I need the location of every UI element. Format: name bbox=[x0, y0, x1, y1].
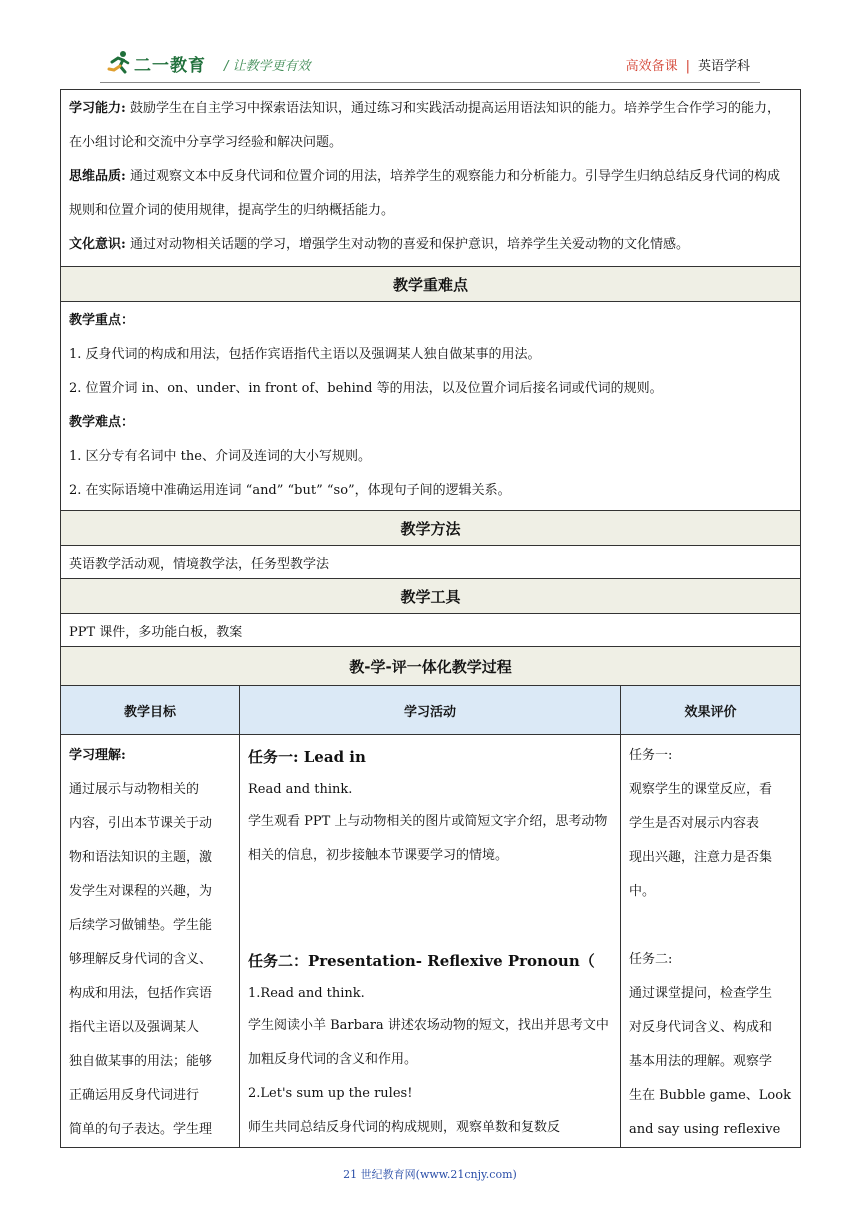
lesson-plan-table bbox=[60, 89, 801, 1148]
logo-text: 二一教育 bbox=[134, 55, 206, 76]
tools-text: PPT 课件，多功能白板，教案 bbox=[61, 614, 801, 647]
header-divider bbox=[100, 82, 760, 83]
goal-line: 简单的句子表达。学生理 bbox=[69, 1122, 213, 1137]
difficulty-item: 1. 区分专有名词中 the、介词及连词的大小写规则。 bbox=[69, 449, 371, 464]
task1-text: 学生观看 PPT 上与动物相关的图片或简短文字介绍，思考动物相关的信息，初步接触本节课要学习的情境。 bbox=[248, 814, 608, 863]
difficulty-label: 教学难点： bbox=[69, 415, 135, 430]
task2-subtitle-2: 2.Let's sum up the rules! bbox=[248, 1086, 413, 1101]
methods-text: 英语教学活动观，情境教学法，任务型教学法 bbox=[61, 546, 801, 579]
focus-label: 教学重点： bbox=[69, 313, 135, 328]
difficulty-item: 2. 在实际语境中准确运用连词 “and” “but” “so”，体现句子间的逻辑关系。 bbox=[69, 483, 511, 498]
focus-item: 1. 反身代词的构成和用法，包括作宾语指代主语以及强调某人独自做某事的用法。 bbox=[69, 347, 541, 362]
eval1-line: 现出兴趣，注意力是否集 bbox=[629, 850, 773, 865]
objective-label: 文化意识: bbox=[69, 237, 126, 252]
eval1-line: 中。 bbox=[629, 884, 656, 899]
column-header-evaluation: 效果评价 bbox=[621, 686, 801, 735]
column-header-activity: 学习活动 bbox=[240, 686, 621, 735]
objectives-row bbox=[61, 90, 801, 267]
objective-text: 鼓励学生在自主学习中探索语法知识，通过练习和实践活动提高运用语法知识的能力。培养学生合作学习的能力，在小组讨论和交流中分享学习经验和解决问题。 bbox=[69, 101, 780, 150]
section-heading-key-points: 教学重难点 bbox=[61, 267, 801, 302]
column-header-goal: 教学目标 bbox=[61, 686, 240, 735]
task2-text-1: 学生阅读小羊 Barbara 讲述农场动物的短文，找出并思考文中加粗反身代词的含义和作用。 bbox=[248, 1018, 609, 1067]
objective-cultural-awareness bbox=[69, 228, 792, 262]
goal-cell bbox=[61, 735, 240, 1148]
goal-line: 通过展示与动物相关的 bbox=[69, 782, 200, 797]
goal-line: 正确运用反身代词进行 bbox=[69, 1088, 200, 1103]
goal-line: 够理解反身代词的含义、 bbox=[69, 952, 213, 967]
slogan: / 让教学更有效 bbox=[224, 59, 311, 74]
section-heading-process: 教-学-评一体化教学过程 bbox=[61, 647, 801, 686]
process-row bbox=[61, 735, 801, 1148]
eval2-line: and say using reflexive bbox=[629, 1122, 781, 1137]
header-subject bbox=[626, 55, 750, 74]
logo bbox=[106, 50, 206, 76]
goal-line: 内容，引出本节课关于动 bbox=[69, 816, 213, 831]
eval2-label: 任务二: bbox=[629, 952, 673, 967]
header-subject-name: 英语学科 bbox=[697, 59, 750, 74]
goal-line: 物和语法知识的主题，激 bbox=[69, 850, 213, 865]
objective-text: 通过观察文本中反身代词和位置介词的用法，培养学生的观察能力和分析能力。引导学生归纳总结反身代词的构成规则和位置介词的使用规律，提高学生的归纳概括能力。 bbox=[69, 169, 780, 218]
eval2-line: 通过课堂提问，检查学生 bbox=[629, 986, 773, 1001]
task1-title: 任务一: Lead in bbox=[248, 748, 366, 766]
eval2-line: 基本用法的理解。观察学 bbox=[629, 1054, 773, 1069]
page-header bbox=[100, 44, 760, 84]
goal-line: 后续学习做铺垫。学生能 bbox=[69, 918, 213, 933]
goal-line: 指代主语以及强调某人 bbox=[69, 1020, 200, 1035]
objective-thinking-quality bbox=[69, 160, 792, 228]
running-man-icon bbox=[106, 50, 132, 76]
goal-line: 构成和用法，包括作宾语 bbox=[69, 986, 213, 1001]
task2-text-2: 师生共同总结反身代词的构成规则，观察单数和复数反 bbox=[248, 1120, 561, 1135]
section-heading-tools: 教学工具 bbox=[61, 579, 801, 614]
task2-title: 任务二：Presentation- Reflexive Pronoun（ bbox=[248, 952, 595, 970]
task1-subtitle: Read and think. bbox=[248, 782, 353, 797]
page-footer: 21 世纪教育网(www.21cnjy.com) bbox=[343, 1168, 517, 1181]
header-separator: | bbox=[685, 59, 690, 74]
eval2-line: 生在 Bubble game、Look bbox=[629, 1088, 791, 1103]
goal-line: 独自做某事的用法；能够 bbox=[69, 1054, 213, 1069]
eval1-line: 观察学生的课堂反应，看 bbox=[629, 782, 773, 797]
objective-learning-ability bbox=[69, 92, 792, 160]
eval1-label: 任务一: bbox=[629, 748, 673, 763]
goal-label: 学习理解: bbox=[69, 748, 126, 763]
evaluation-cell bbox=[621, 735, 801, 1148]
header-tag: 高效备课 bbox=[625, 59, 678, 74]
task2-subtitle-1: 1.Read and think. bbox=[248, 986, 365, 1001]
objective-label: 思维品质: bbox=[69, 169, 126, 184]
objective-label: 学习能力: bbox=[69, 101, 126, 116]
focus-item: 2. 位置介词 in、on、under、in front of、behind 等的用法，以及位置介词后接名词或代词的规则。 bbox=[69, 381, 663, 396]
eval1-line: 学生是否对展示内容表 bbox=[629, 816, 760, 831]
goal-line: 发学生对课程的兴趣，为 bbox=[69, 884, 213, 899]
section-heading-methods: 教学方法 bbox=[61, 511, 801, 546]
key-points-row bbox=[61, 302, 801, 511]
activity-cell bbox=[240, 735, 621, 1148]
eval2-line: 对反身代词含义、构成和 bbox=[629, 1020, 773, 1035]
objective-text: 通过对动物相关话题的学习，增强学生对动物的喜爱和保护意识，培养学生关爱动物的文化情感。 bbox=[129, 237, 689, 252]
